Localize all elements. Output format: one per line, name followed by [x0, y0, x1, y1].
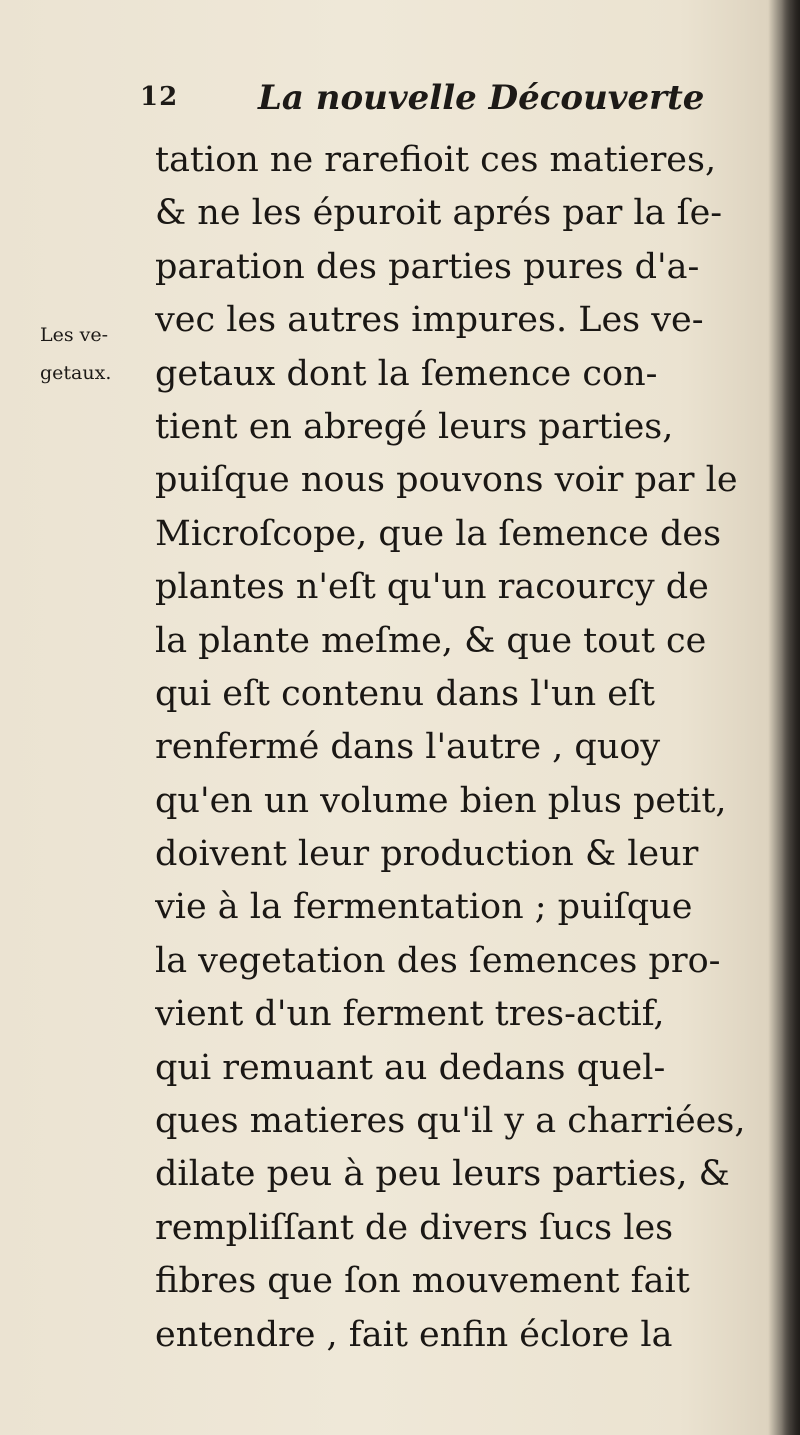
text-line: paration des parties pures d'a- [155, 246, 700, 287]
text-line: plantes n'eſt qu'un racourcy de [155, 567, 709, 608]
body-text [155, 134, 770, 1362]
margin-note-line: Les ve- [40, 324, 109, 346]
text-line: qui remuant au dedans quel- [155, 1047, 666, 1088]
text-line: la vegetation des ſemences pro- [155, 940, 721, 981]
text-line: puiſque nous pouvons voir par le [155, 460, 738, 501]
text-line: getaux dont la ſemence con- [155, 353, 658, 394]
text-line: doivent leur production & leur [155, 834, 699, 875]
text-line: entendre , fait enfin éclore la [155, 1314, 673, 1355]
margin-note [40, 316, 150, 392]
page-number: 12 [140, 82, 179, 112]
text-line: renfermé dans l'autre , quoy [155, 727, 661, 768]
text-line: vient d'un ferment tres-actif, [155, 994, 665, 1035]
text-line: & ne les épuroit aprés par la ſe- [155, 193, 723, 234]
text-line: fibres que ſon mouvement fait [155, 1261, 690, 1302]
text-line: la plante meſme, & que tout ce [155, 620, 707, 661]
text-line: vie à la fermentation ; puiſque [155, 887, 693, 928]
page-edge-shadow [782, 0, 800, 1435]
text-line: Microſcope, que la ſemence des [155, 513, 722, 554]
text-line: qui eſt contenu dans l'un eſt [155, 673, 655, 714]
text-line: ques matieres qu'il y a charriées, [155, 1101, 746, 1142]
text-line: qu'en un volume bien plus petit, [155, 780, 727, 821]
running-head [140, 78, 740, 128]
text-line: vec les autres impures. Les ve- [155, 300, 704, 341]
running-title: La nouvelle Découverte [258, 78, 705, 118]
text-line: tient en abregé leurs parties, [155, 406, 674, 447]
text-line: rempliſſant de divers ſucs les [155, 1207, 674, 1248]
margin-note-line: getaux. [40, 362, 112, 384]
text-line: dilate peu à peu leurs parties, & [155, 1154, 730, 1195]
text-line: tation ne rarefioit ces matieres, [155, 140, 717, 180]
